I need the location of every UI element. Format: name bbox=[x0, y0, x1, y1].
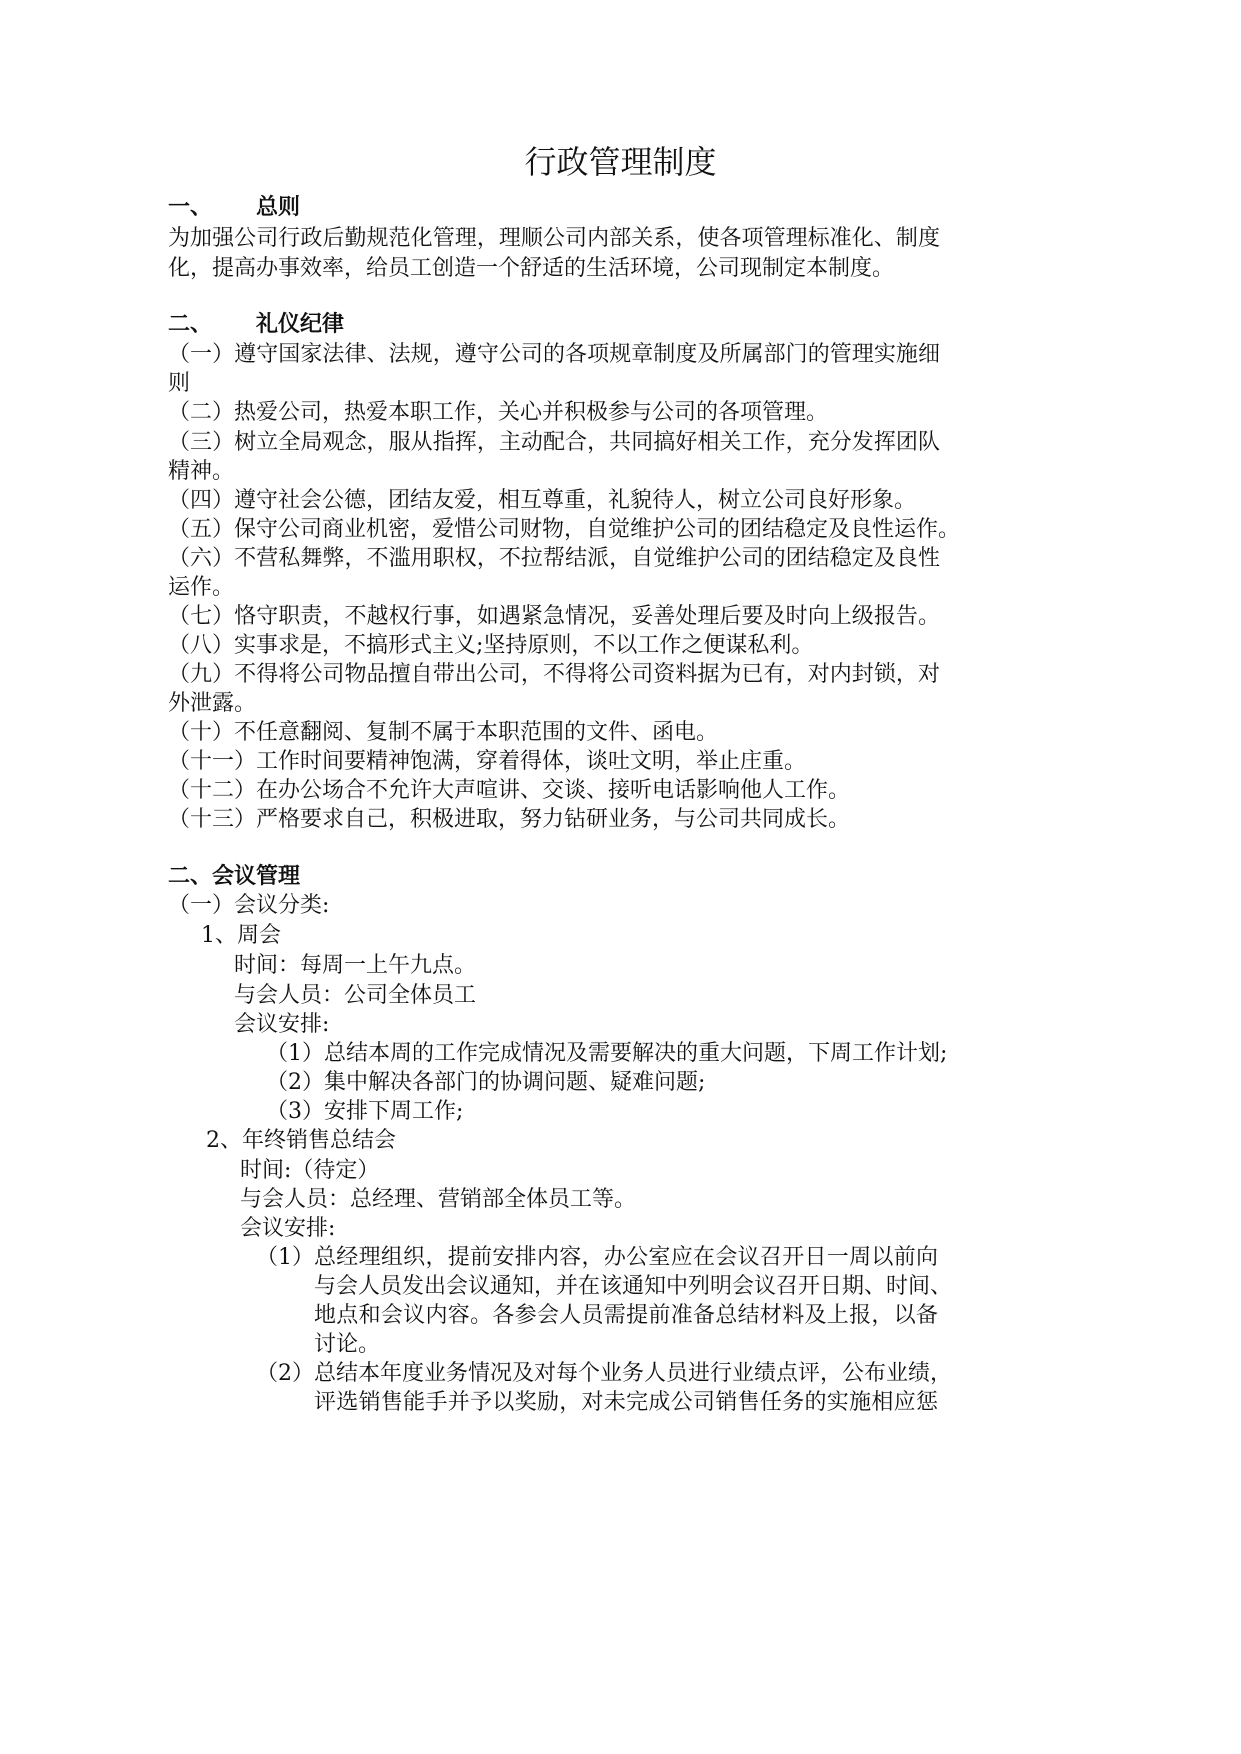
annual-item-text: 总经理组织，提前安排内容，办公室应在会议召开日一周以前向 bbox=[314, 1245, 938, 1270]
rule-line: （十）不任意翻阅、复制不属于本职范围的文件、函电。 bbox=[168, 720, 719, 745]
paragraph-line: 化，提高办事效率，给员工创造一个舒适的生活环境，公司现制定本制度。 bbox=[168, 256, 895, 281]
annual-item-text: 与会人员发出会议通知，并在该通知中列明会议召开日期、时间、 bbox=[314, 1274, 953, 1299]
meeting-category-label: （一）会议分类: bbox=[168, 893, 330, 918]
weekly-meeting-arrangement: 会议安排: bbox=[234, 1012, 330, 1037]
annual-item-number: （1） bbox=[256, 1245, 314, 1270]
section-heading-etiquette bbox=[168, 309, 344, 341]
rule-line: （二）热爱公司，热爱本职工作，关心并积极参与公司的各项管理。 bbox=[168, 400, 829, 425]
rule-line: （六）不营私舞弊，不滥用职权，不拉帮结派，自觉维护公司的团结稳定及良性 bbox=[168, 546, 940, 571]
section-title: 礼仪纪律 bbox=[256, 312, 345, 337]
rule-line: 精神。 bbox=[168, 459, 235, 484]
section-number: 一、 bbox=[168, 195, 213, 220]
annual-meeting-title: 2、年终销售总结会 bbox=[206, 1128, 396, 1153]
weekly-meeting-time: 时间：每周一上午九点。 bbox=[234, 953, 477, 978]
paragraph-line: 为加强公司行政后勤规范化管理，理顺公司内部关系，使各项管理标准化、制度 bbox=[168, 226, 940, 251]
rule-line: （一）遵守国家法律、法规，遵守公司的各项规章制度及所属部门的管理实施细 bbox=[168, 342, 940, 367]
rule-line: （四）遵守社会公德，团结友爱，相互尊重，礼貌待人，树立公司良好形象。 bbox=[168, 488, 917, 513]
annual-item-text: 评选销售能手并予以奖励，对未完成公司销售任务的实施相应惩 bbox=[314, 1390, 938, 1415]
page-title: 行政管理制度 bbox=[524, 143, 717, 181]
section-heading-general bbox=[168, 192, 300, 224]
weekly-item-number: （1） bbox=[266, 1041, 324, 1066]
annual-meeting-time: 时间:（待定） bbox=[240, 1158, 380, 1183]
weekly-item-text: 总结本周的工作完成情况及需要解决的重大问题，下周工作计划; bbox=[324, 1041, 948, 1066]
weekly-item-number: （3） bbox=[266, 1099, 324, 1124]
weekly-meeting-attendees: 与会人员：公司全体员工 bbox=[234, 983, 477, 1008]
weekly-item-number: （2） bbox=[266, 1070, 324, 1095]
annual-meeting-arrangement: 会议安排: bbox=[240, 1216, 336, 1241]
rule-line: 运作。 bbox=[168, 575, 235, 600]
rule-line: 外泄露。 bbox=[168, 691, 257, 716]
rule-line: 则 bbox=[168, 371, 191, 396]
weekly-item-text: 集中解决各部门的协调问题、疑难问题; bbox=[324, 1070, 706, 1095]
section-number: 二、 bbox=[168, 312, 213, 337]
annual-item-text: 讨论。 bbox=[314, 1332, 381, 1357]
weekly-item-text: 安排下周工作; bbox=[324, 1099, 464, 1124]
weekly-meeting-title: 1、周会 bbox=[201, 923, 281, 948]
section-title: 总则 bbox=[256, 195, 301, 220]
annual-item-number: （2） bbox=[256, 1361, 314, 1386]
section-heading-meetings: 二、会议管理 bbox=[168, 864, 301, 889]
rule-line: （十二）在办公场合不允许大声喧讲、交谈、接听电话影响他人工作。 bbox=[168, 778, 851, 803]
annual-item-text: 总结本年度业务情况及对每个业务人员进行业绩点评，公布业绩， bbox=[314, 1361, 953, 1386]
rule-line: （五）保守公司商业机密，爱惜公司财物，自觉维护公司的团结稳定及良性运作。 bbox=[168, 517, 961, 542]
rule-line: （九）不得将公司物品擅自带出公司，不得将公司资料据为已有，对内封锁，对 bbox=[168, 662, 940, 687]
annual-item-text: 地点和会议内容。各参会人员需提前准备总结材料及上报，以备 bbox=[314, 1303, 938, 1328]
annual-meeting-attendees: 与会人员：总经理、营销部全体员工等。 bbox=[240, 1187, 637, 1212]
rule-line: （十三）严格要求自己，积极进取，努力钻研业务，与公司共同成长。 bbox=[168, 807, 851, 832]
rule-line: （八）实事求是，不搞形式主义;坚持原则，不以工作之便谋私利。 bbox=[168, 633, 814, 658]
rule-line: （七）恪守职责，不越权行事，如遇紧急情况，妥善处理后要及时向上级报告。 bbox=[168, 604, 940, 629]
rule-line: （十一）工作时间要精神饱满，穿着得体，谈吐文明，举止庄重。 bbox=[168, 749, 807, 774]
rule-line: （三）树立全局观念，服从指挥，主动配合，共同搞好相关工作，充分发挥团队 bbox=[168, 430, 940, 455]
